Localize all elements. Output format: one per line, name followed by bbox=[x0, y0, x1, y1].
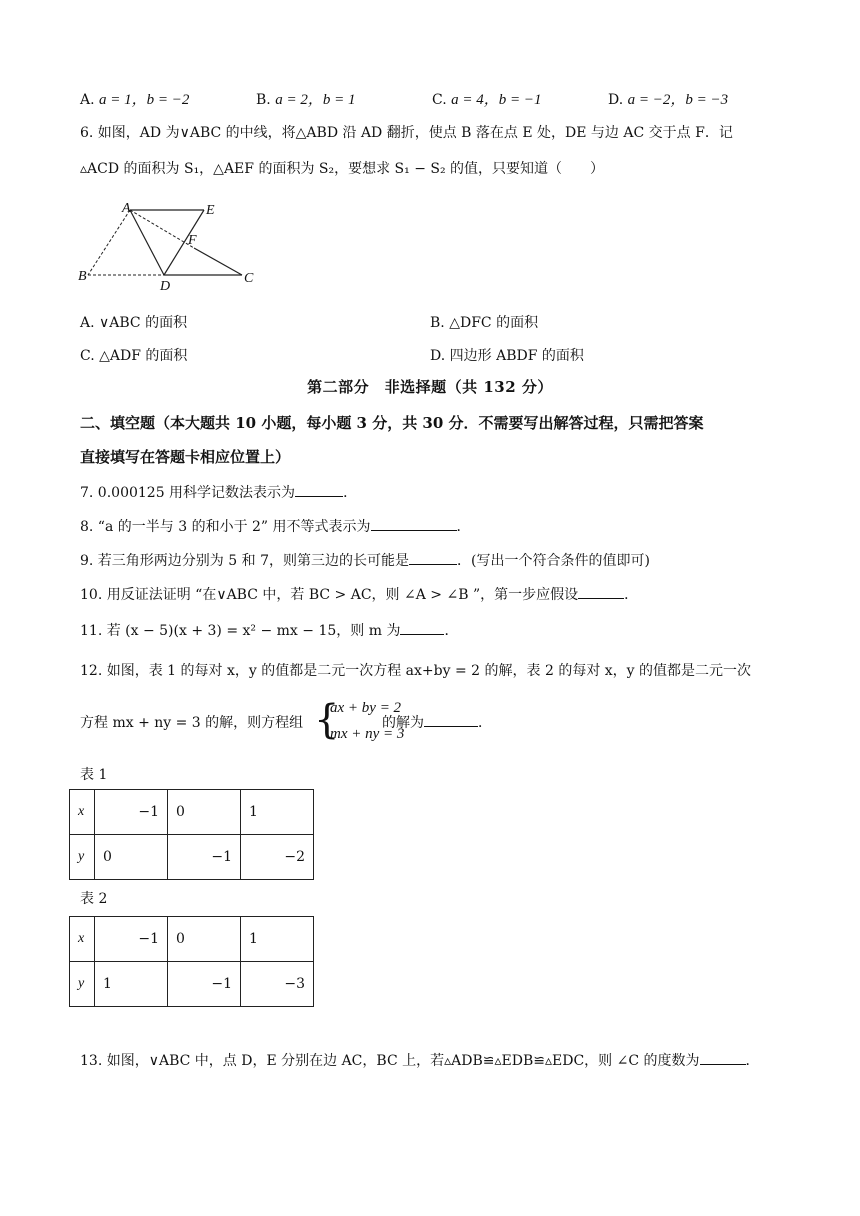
table1 bbox=[69, 789, 314, 880]
q12-answer-blank[interactable] bbox=[424, 712, 478, 727]
q6-option-a: A. ∨ABC 的面积 bbox=[80, 315, 188, 331]
q5-option-a: A. a = 1，b = −2 bbox=[80, 92, 190, 108]
q7: 7. 0.000125 用科学记数法表示为 ． bbox=[80, 482, 357, 504]
q10: 10. 用反证法证明 “在∨ABC 中，若 BC > AC，则 ∠A > ∠B ”，第一步应假设 ． bbox=[80, 584, 638, 606]
table1-cell: 1 bbox=[241, 790, 314, 835]
segment-ab-dashed bbox=[88, 210, 130, 275]
segment-fc bbox=[194, 248, 242, 275]
label-b: B bbox=[78, 269, 87, 284]
table1-caption: 表 1 bbox=[80, 767, 108, 783]
table2-row-x bbox=[70, 917, 314, 962]
segment-ed bbox=[164, 210, 204, 275]
q6-option-b: B. △DFC 的面积 bbox=[430, 315, 539, 331]
table1-cell: 0 bbox=[95, 835, 168, 880]
q9-answer-blank[interactable] bbox=[409, 550, 457, 565]
section2-heading-line2: 直接填写在答题卡相应位置上） bbox=[80, 448, 291, 466]
q7-answer-blank[interactable] bbox=[295, 482, 343, 497]
part2-title: 第二部分 非选择题（共 132 分） bbox=[307, 378, 553, 396]
table1-cell: −1 bbox=[95, 790, 168, 835]
label-f: F bbox=[188, 233, 197, 248]
table2-cell: −1 bbox=[168, 962, 241, 1007]
q6-figure bbox=[74, 196, 274, 292]
q6-stem-line2: ▵ACD 的面积为 S₁，△AEF 的面积为 S₂，要想求 S₁ − S₂ 的值，只要知道（ ） bbox=[80, 161, 605, 177]
table1-head-y: y bbox=[70, 835, 95, 880]
q8-answer-blank[interactable] bbox=[371, 516, 457, 531]
table2-row-y bbox=[70, 962, 314, 1007]
table2-head-y: y bbox=[70, 962, 95, 1007]
q8: 8. “a 的一半与 3 的和小于 2” 用不等式表示为 ． bbox=[80, 516, 471, 538]
table2 bbox=[69, 916, 314, 1007]
q12-line2-pre: 方程 mx + ny = 3 的解，则方程组 bbox=[80, 715, 304, 731]
label-e: E bbox=[206, 203, 215, 218]
table1-row-x bbox=[70, 790, 314, 835]
q6-option-c: C. △ADF 的面积 bbox=[80, 348, 188, 364]
q9: 9. 若三角形两边分别为 5 和 7，则第三边的长可能是 ．(写出一个符合条件的值即可) bbox=[80, 550, 650, 572]
table2-head-x: x bbox=[70, 917, 95, 962]
q13: 13. 如图，∨ABC 中，点 D，E 分别在边 AC，BC 上，若▵ADB≌▵EDB≌▵EDC，则 ∠C 的度数为 ． bbox=[80, 1050, 760, 1072]
q6-stem-line1: 6. 如图，AD 为∨ABC 的中线，将△ABD 沿 AD 翻折，使点 B 落在点 E 处，DE 与边 AC 交于点 F．记 bbox=[80, 125, 733, 141]
q12-equation-2: mx + ny = 3 bbox=[330, 726, 405, 742]
table2-cell: −3 bbox=[241, 962, 314, 1007]
table1-head-x: x bbox=[70, 790, 95, 835]
label-a: A bbox=[122, 201, 131, 216]
q12-line1: 12. 如图，表 1 的每对 x，y 的值都是二元一次方程 ax+by = 2 的解，表 2 的每对 x，y 的值都是二元一次 bbox=[80, 663, 752, 679]
table1-cell: −1 bbox=[168, 835, 241, 880]
table2-cell: −1 bbox=[95, 917, 168, 962]
table1-cell: −2 bbox=[241, 835, 314, 880]
table2-cell: 1 bbox=[95, 962, 168, 1007]
table2-cell: 0 bbox=[168, 917, 241, 962]
table2-caption: 表 2 bbox=[80, 891, 108, 907]
q11: 11. 若 (x − 5)(x + 3) = x² − mx − 15，则 m 为 ． bbox=[80, 620, 458, 642]
segment-ad bbox=[130, 210, 164, 275]
q5-option-b: B. a = 2，b = 1 bbox=[256, 92, 356, 108]
label-d: D bbox=[160, 279, 171, 292]
q6-option-d: D. 四边形 ABDF 的面积 bbox=[430, 348, 584, 364]
q12-equation-1: ax + by = 2 bbox=[330, 700, 402, 716]
q13-answer-blank[interactable] bbox=[700, 1050, 746, 1065]
label-c: C bbox=[244, 271, 254, 286]
q5-option-c: C. a = 4，b = −1 bbox=[432, 92, 542, 108]
table1-cell: 0 bbox=[168, 790, 241, 835]
q12-line2-post: 的解为 ． bbox=[382, 712, 492, 734]
q12-system-brace: { bbox=[314, 697, 340, 743]
table2-cell: 1 bbox=[241, 917, 314, 962]
q10-answer-blank[interactable] bbox=[578, 584, 624, 599]
q5-option-d: D. a = −2，b = −3 bbox=[608, 92, 729, 108]
table1-row-y bbox=[70, 835, 314, 880]
section2-heading-line1: 二、填空题（本大题共 10 小题，每小题 3 分，共 30 分．不需要写出解答过程，只需把答案 bbox=[80, 414, 704, 432]
q11-answer-blank[interactable] bbox=[400, 620, 444, 635]
